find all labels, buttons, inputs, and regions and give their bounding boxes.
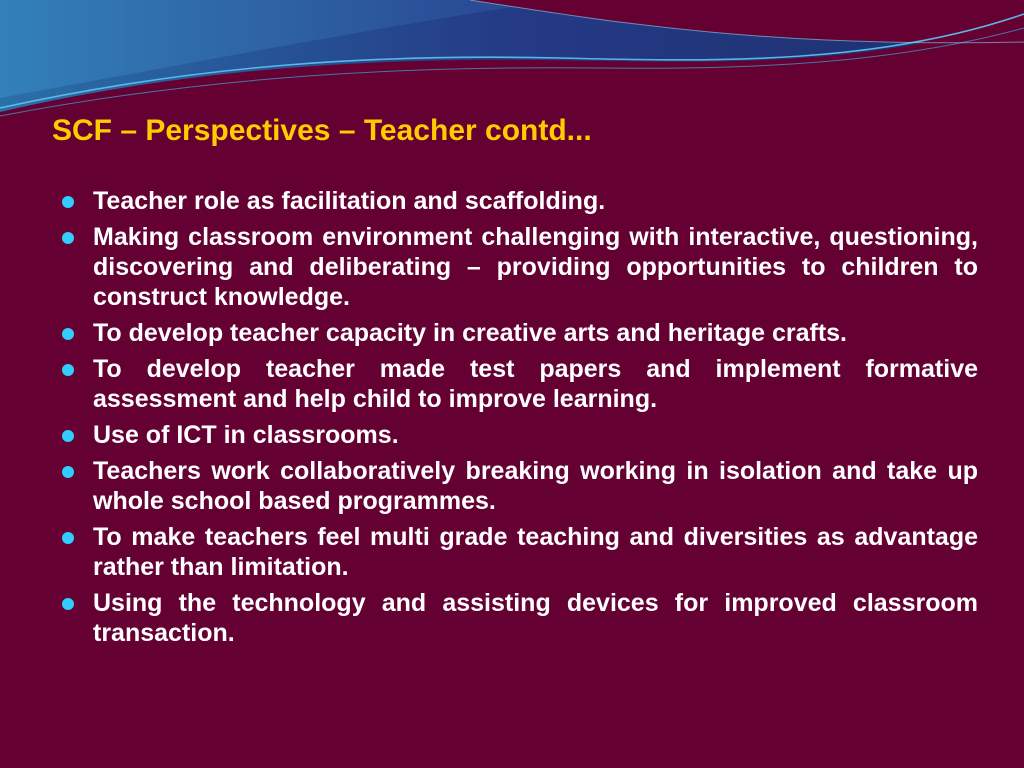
slide-title: SCF – Perspectives – Teacher contd...	[52, 114, 592, 147]
bullet-text: To make teachers feel multi grade teaching and diversities as advantage rather than limitation.	[93, 523, 978, 581]
list-item	[62, 456, 978, 516]
list-item	[62, 354, 978, 414]
list-item	[62, 222, 978, 312]
circle-bullet-icon	[62, 466, 74, 478]
circle-bullet-icon	[62, 598, 74, 610]
list-item	[62, 588, 978, 648]
bullet-text: Teacher role as facilitation and scaffolding.	[93, 187, 606, 215]
circle-bullet-icon	[62, 196, 74, 208]
list-item	[62, 186, 978, 216]
bullet-text: Teachers work collaboratively breaking working in isolation and take up whole school based programmes.	[93, 457, 978, 515]
list-item	[62, 522, 978, 582]
circle-bullet-icon	[62, 430, 74, 442]
list-item	[62, 420, 978, 450]
bullet-list	[62, 186, 978, 654]
bullet-text: Use of ICT in classrooms.	[93, 421, 399, 449]
circle-bullet-icon	[62, 532, 74, 544]
list-item	[62, 318, 978, 348]
circle-bullet-icon	[62, 328, 74, 340]
circle-bullet-icon	[62, 364, 74, 376]
bullet-text: To develop teacher made test papers and implement formative assessment and help child to improve learning.	[93, 355, 978, 413]
bullet-text: To develop teacher capacity in creative arts and heritage crafts.	[93, 319, 848, 347]
circle-bullet-icon	[62, 232, 74, 244]
bullet-text: Making classroom environment challenging with interactive, questioning, discovering and deliberating – providing opportunities to children to construct knowledge.	[93, 223, 978, 311]
bullet-text: Using the technology and assisting devices for improved classroom transaction.	[93, 589, 978, 647]
